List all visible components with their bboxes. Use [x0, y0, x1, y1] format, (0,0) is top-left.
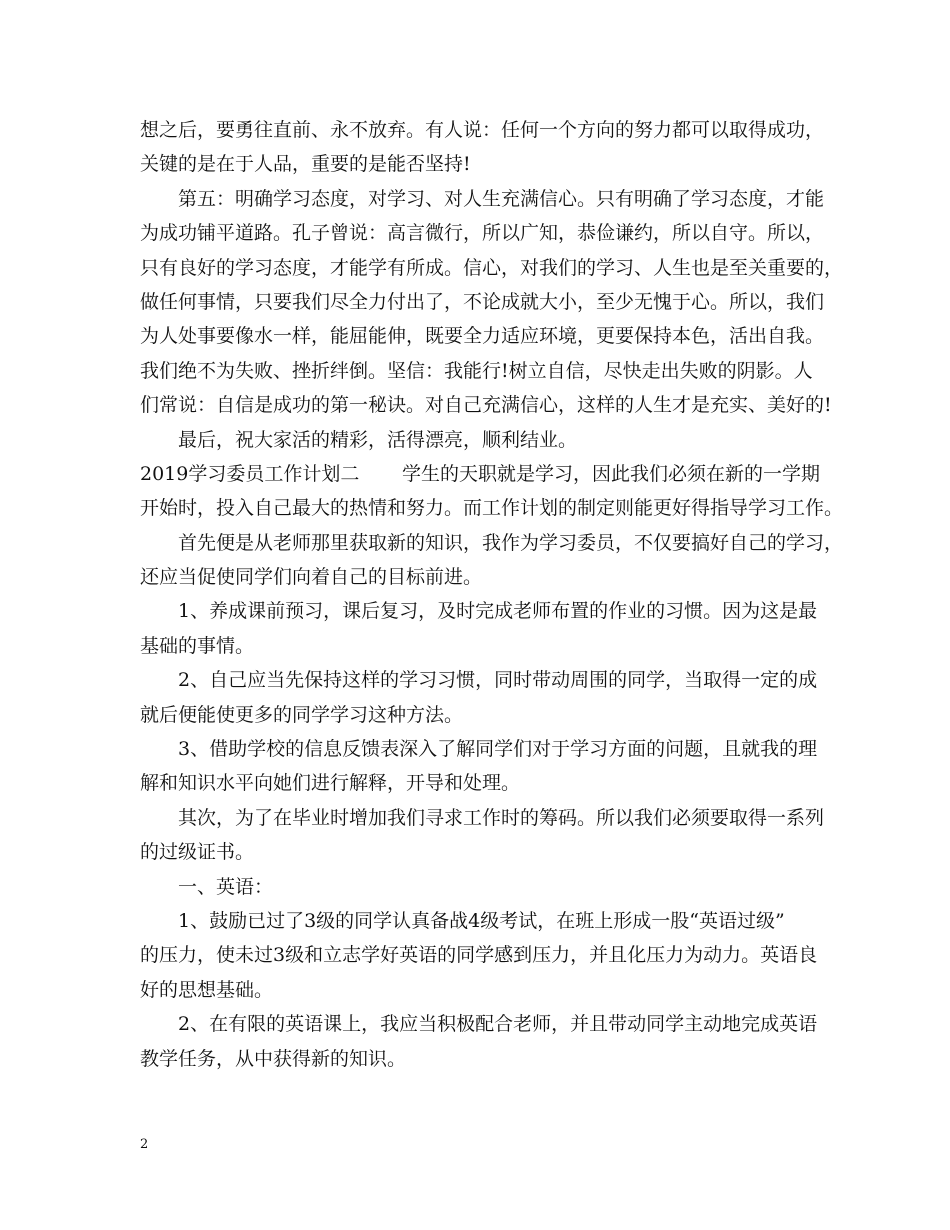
- text-line: 3、借助学校的信息反馈表深入了解同学们对于学习方面的问题，且就我的理: [178, 738, 818, 761]
- text-line: 我们绝不为失败、挫折绊倒。坚信：我能行!树立自信，尽快走出失败的阴影。人: [140, 359, 813, 382]
- text-line: 的压力，使未过3级和立志学好英语的同学感到压力，并且化压力为动力。英语良: [140, 944, 818, 967]
- text-line: 只有良好的学习态度，才能学有所成。信心，对我们的学习、人生也是至关重要的，: [140, 256, 844, 279]
- text-line: 1、鼓励已过了3级的同学认真备战4级考试，在班上形成一股“英语过级”: [178, 909, 785, 932]
- text-line: 开始时，投入自己最大的热情和努力。而工作计划的制定则能更好得指导学习工作。: [140, 497, 844, 520]
- text-line: 为成功铺平道路。孔子曾说：高言微行，所以广知，恭俭谦约，所以自守。所以，: [140, 222, 825, 245]
- text-line: 想之后，要勇往直前、永不放弃。有人说：任何一个方向的努力都可以取得成功，: [140, 119, 825, 141]
- text-line: 做任何事情，只要我们尽全力付出了，不论成就大小，至少无愧于心。所以，我们: [140, 290, 825, 313]
- section-heading: 一、英语：: [178, 875, 274, 898]
- text-line: 基础的事情。: [140, 634, 255, 657]
- text-line: 2、自己应当先保持这样的学习习惯，同时带动周围的同学，当取得一定的成: [178, 669, 818, 692]
- text-line: 教学任务，从中获得新的知识。: [140, 1047, 407, 1070]
- plan-intro: 学生的天职就是学习，因此我们必须在新的一学期: [402, 462, 821, 485]
- text-line: 关键的是在于人品，重要的是能否坚持!: [140, 153, 471, 176]
- text-line: 首先便是从老师那里获取新的知识，我作为学习委员，不仅要搞好自己的学习，: [178, 531, 844, 554]
- text-line: 为人处事要像水一样，能屈能伸，既要全力适应环境，更要保持本色，活出自我。: [140, 325, 825, 348]
- text-line: 1、养成课前预习，课后复习，及时完成老师布置的作业的习惯。因为这是最: [178, 600, 818, 623]
- text-line: 们常说：自信是成功的第一秘诀。对自己充满信心，这样的人生才是充实、美好的!: [140, 394, 832, 417]
- text-line: 2、在有限的英语课上，我应当积极配合老师，并且带动同学主动地完成英语: [178, 1013, 818, 1036]
- page-number: 2: [140, 1137, 149, 1152]
- text-line: 最后，祝大家活的精彩，活得漂亮，顺利结业。: [178, 428, 578, 451]
- text-line: 就后便能使更多的同学学习这种方法。: [140, 703, 464, 726]
- text-line: 其次，为了在毕业时增加我们寻求工作时的筹码。所以我们必须要取得一系列: [178, 806, 825, 829]
- text-line: 解和知识水平向她们进行解释，开导和处理。: [140, 772, 521, 795]
- plan-title: 2019学习委员工作计划二: [140, 462, 360, 485]
- plan-title-line: [140, 457, 820, 491]
- text-line: 还应当促使同学们向着自己的目标前进。: [140, 566, 483, 589]
- text-line: 第五：明确学习态度，对学习、对人生充满信心。只有明确了学习态度，才能: [178, 187, 825, 210]
- document-body: [140, 113, 844, 1076]
- text-line: 好的思想基础。: [140, 978, 274, 1001]
- text-line: 的过级证书。: [140, 841, 255, 864]
